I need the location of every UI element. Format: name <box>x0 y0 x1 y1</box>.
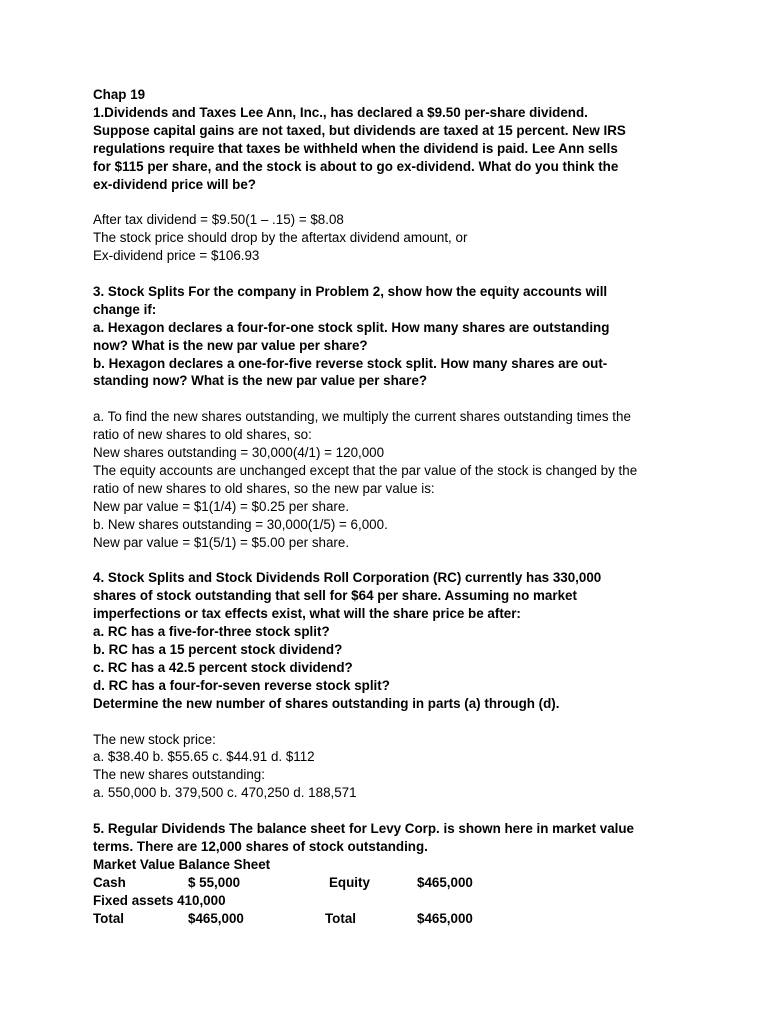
balance-cell: Fixed assets 410,000 <box>93 892 226 908</box>
q4-question-line: c. RC has a 42.5 percent stock dividend? <box>93 659 353 675</box>
spacer <box>93 390 678 408</box>
balance-cell: Total <box>325 910 356 926</box>
q3-answer-line: New par value = $1(5/1) = $5.00 per share. <box>93 534 350 550</box>
q3-question-line: change if: <box>93 301 157 317</box>
balance-sheet-table <box>93 874 678 928</box>
q3-answer-line: The equity accounts are unchanged except that the par value of the stock is changed by the <box>93 462 638 478</box>
q1-answer-line: Ex-dividend price = $106.93 <box>93 248 260 264</box>
q1-question-line: 1.Dividends and Taxes Lee Ann, Inc., has declared a $9.50 per-share dividend. <box>93 104 588 120</box>
spacer <box>93 193 678 211</box>
q1-answer-line: After tax dividend = $9.50(1 – .15) = $8.08 <box>93 212 344 228</box>
q5-question-line: 5. Regular Dividends The balance sheet for Levy Corp. is shown here in market value <box>93 821 635 837</box>
q3-question <box>93 283 678 390</box>
q1-question-line: ex-dividend price will be? <box>93 176 256 192</box>
q4-answer-line: a. $38.40 b. $55.65 c. $44.91 d. $112 <box>93 749 315 765</box>
spacer <box>93 713 678 731</box>
balance-cell: Equity <box>329 874 370 890</box>
q4-question <box>93 569 678 712</box>
q4-question-line: Determine the new number of shares outstanding in parts (a) through (d). <box>93 695 560 711</box>
q1-question-line: Suppose capital gains are not taxed, but dividends are taxed at 15 percent. New IRS <box>93 122 626 138</box>
q3-answer-line: a. To find the new shares outstanding, we multiply the current shares outstanding times the <box>93 409 631 425</box>
balance-sheet-row <box>93 874 678 892</box>
balance-cell: Cash <box>93 874 126 890</box>
document-body <box>93 86 678 927</box>
balance-cell: $ 55,000 <box>188 874 241 890</box>
q4-question-line: 4. Stock Splits and Stock Dividends Roll Corporation (RC) currently has 330,000 <box>93 570 602 586</box>
q3-question-line: now? What is the new par value per share? <box>93 337 368 353</box>
q3-answer <box>93 408 678 551</box>
balance-sheet-title: Market Value Balance Sheet <box>93 856 271 872</box>
balance-cell: $465,000 <box>417 874 473 890</box>
q1-answer <box>93 211 678 265</box>
q3-question-line: a. Hexagon declares a four-for-one stock split. How many shares are outstanding <box>93 319 610 335</box>
balance-sheet-row <box>93 892 678 910</box>
spacer <box>93 265 678 283</box>
q4-answer-line: The new stock price: <box>93 731 216 747</box>
q5-question <box>93 820 678 856</box>
q3-question-line: standing now? What is the new par value per share? <box>93 373 428 389</box>
q1-answer-line: The stock price should drop by the aftertax dividend amount, or <box>93 230 468 246</box>
q4-answer-line: The new shares outstanding: <box>93 767 265 783</box>
q5-question-line: terms. There are 12,000 shares of stock outstanding. <box>93 838 428 854</box>
q3-answer-line: ratio of new shares to old shares, so: <box>93 427 312 443</box>
q4-answer <box>93 731 678 803</box>
q3-answer-line: b. New shares outstanding = 30,000(1/5) = 6,000. <box>93 516 388 532</box>
q4-question-line: imperfections or tax effects exist, what will the share price be after: <box>93 606 521 622</box>
q4-question-line: shares of stock outstanding that sell for $64 per share. Assuming no market <box>93 588 577 604</box>
q3-answer-line: ratio of new shares to old shares, so the new par value is: <box>93 480 435 496</box>
q3-question-line: 3. Stock Splits For the company in Problem 2, show how the equity accounts will <box>93 283 608 299</box>
balance-sheet-row <box>93 910 678 928</box>
spacer <box>93 552 678 570</box>
chapter-heading: Chap 19 <box>93 87 146 102</box>
q4-question-line: d. RC has a four-for-seven reverse stock split? <box>93 677 390 693</box>
q4-question-line: a. RC has a five-for-three stock split? <box>93 624 330 640</box>
q1-question-line: regulations require that taxes be withheld when the dividend is paid. Lee Ann sells <box>93 140 618 156</box>
q4-answer-line: a. 550,000 b. 379,500 c. 470,250 d. 188,571 <box>93 785 357 801</box>
q3-answer-line: New shares outstanding = 30,000(4/1) = 120,000 <box>93 445 385 461</box>
q1-question-line: for $115 per share, and the stock is about to go ex-dividend. What do you think the <box>93 158 619 174</box>
q4-question-line: b. RC has a 15 percent stock dividend? <box>93 642 343 658</box>
balance-cell: Total <box>93 910 124 926</box>
spacer <box>93 802 678 820</box>
q3-question-line: b. Hexagon declares a one-for-five reverse stock split. How many shares are out- <box>93 355 608 371</box>
balance-cell: $465,000 <box>417 910 473 926</box>
q1-question <box>93 104 678 194</box>
balance-cell: $465,000 <box>188 910 244 926</box>
q3-answer-line: New par value = $1(1/4) = $0.25 per share. <box>93 498 350 514</box>
